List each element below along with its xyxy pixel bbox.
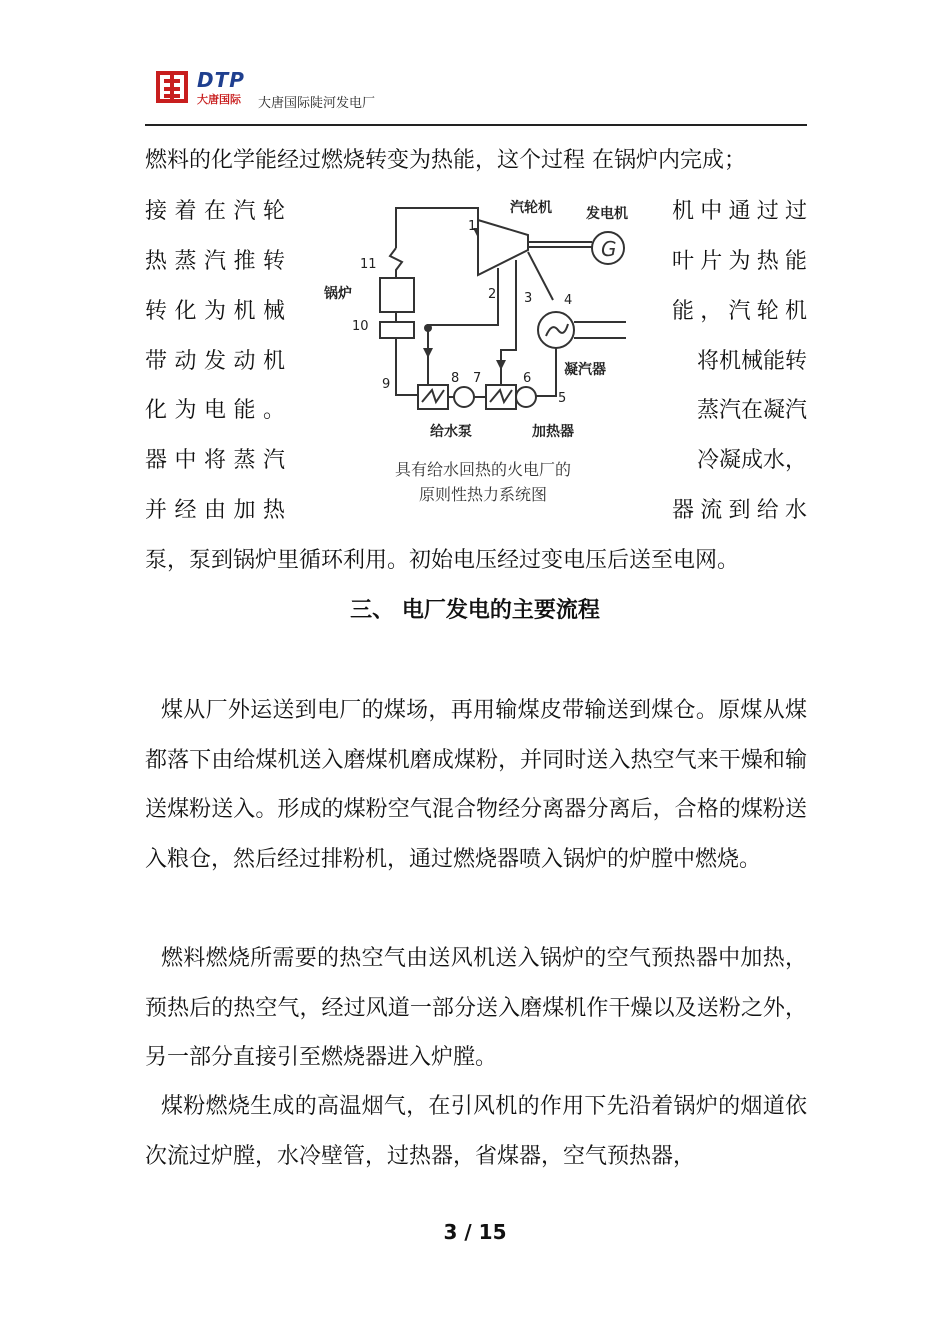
label-turbine: 汽轮机: [510, 200, 552, 216]
num-8: 8: [451, 371, 460, 386]
extraction-line-3: [501, 260, 516, 390]
paragraph-flue-gas: 煤粉燃烧生成的高温烟气，在引风机的作用下先沿着锅炉的烟道依次流过炉膛，水冷壁管，过热器，省煤器，空气预热器，: [145, 1094, 807, 1169]
right-col-line-5: 蒸汽在凝汽: [696, 398, 807, 423]
label-condenser: 凝汽器: [564, 362, 606, 378]
heater-box-right: [486, 385, 516, 409]
left-col-line-2: 热蒸汽推转: [145, 249, 285, 274]
label-boiler: 锅炉: [324, 286, 352, 302]
right-col-line-6: 冷凝成水，: [696, 448, 807, 473]
left-col-line-6: 器中将蒸汽: [145, 448, 285, 473]
num-7: 7: [473, 371, 482, 386]
header-divider: [145, 124, 807, 126]
page-number: 3 / 15: [443, 1220, 507, 1244]
figure-caption-line-1: 具有给水回热的火电厂的: [394, 460, 572, 479]
num-11: 11: [360, 257, 377, 272]
logo-abbreviation: DTP: [197, 68, 245, 92]
left-col-line-3: 转化为机械: [145, 299, 285, 324]
heater-box-left: [418, 385, 448, 409]
feed-return-pipe: [396, 338, 418, 395]
paragraph-hot-air: 燃料燃烧所需要的热空气由送风机送入锅炉的空气预热器中加热，预热后的热空气，经过风道一部分送入磨煤机作干燥以及送粉之外，另一部分直接引至燃烧器进入炉膛。: [145, 946, 807, 1070]
num-1: 1: [468, 219, 477, 234]
turbine-shape: [478, 220, 528, 275]
num-2: 2: [488, 287, 497, 302]
label-heater: 加热器: [532, 424, 574, 440]
generator-glyph: G: [601, 237, 617, 261]
boiler-box: [380, 278, 414, 312]
page-header: [145, 60, 807, 124]
company-name: 大唐国际陡河发电厂: [258, 96, 376, 111]
left-col-line-5: 化为电能。: [145, 398, 285, 423]
left-col-line-7: 并经由加热: [145, 498, 285, 523]
num-5: 5: [558, 391, 567, 406]
feed-pump-circle: [454, 387, 474, 407]
left-col-line-1: 接着在汽轮: [145, 199, 285, 224]
paragraph-coal-transport: 煤从厂外运送到电厂的煤场，再用输煤皮带输送到煤仓。原煤从煤都落下由给煤机送入磨煤机磨成煤粉，并同时送入热空气来干燥和输送煤粉送入。形成的煤粉空气混合物经分离器分离后，合格的煤粉送入粮仓，然后经过排粉机，通过燃烧器喷入锅炉的炉膛中燃烧。: [145, 698, 807, 872]
economizer-box: [380, 322, 414, 338]
logo-chinese-name: 大唐国际: [197, 93, 241, 106]
left-col-line-4: 带动发动机: [145, 349, 285, 374]
condenser-circle: [538, 312, 574, 348]
right-col-line-7: 器流到给水: [672, 498, 807, 523]
extraction-node-2: [424, 324, 432, 332]
extraction-arrow-3-icon: [496, 360, 506, 370]
intro-line: 燃料的化学能经过燃烧转变为热能，这个过程 在锅炉内完成；: [145, 148, 746, 173]
right-col-line-2: 叶片为热能: [672, 249, 807, 274]
section-heading: 三、 电厂发电的主要流程: [350, 598, 600, 623]
num-6: 6: [523, 371, 532, 386]
extraction-arrow-2-icon: [423, 348, 433, 358]
closing-line: 泵，泵到锅炉里循环利用。初始电压经过变电压后送至电网。: [145, 548, 740, 573]
num-10: 10: [352, 319, 369, 334]
right-col-line-1: 机中通过过: [672, 199, 807, 224]
right-col-line-4: 将机械能转: [696, 349, 807, 374]
steam-pipe-main: [396, 208, 478, 248]
label-feed-pump: 给水泵: [430, 424, 472, 440]
thermal-system-diagram: [318, 190, 648, 515]
condensate-line: [536, 348, 556, 396]
num-9: 9: [382, 377, 391, 392]
num-4: 4: [564, 293, 573, 308]
superheater-coil: [390, 248, 402, 278]
condensate-pump-circle: [516, 387, 536, 407]
label-generator: 发电机: [586, 206, 628, 222]
right-col-line-3: 能，汽轮机: [672, 299, 807, 324]
figure-caption-line-2: 原则性热力系统图: [418, 485, 548, 504]
datang-logo-icon: [155, 70, 189, 104]
num-3: 3: [524, 291, 533, 306]
